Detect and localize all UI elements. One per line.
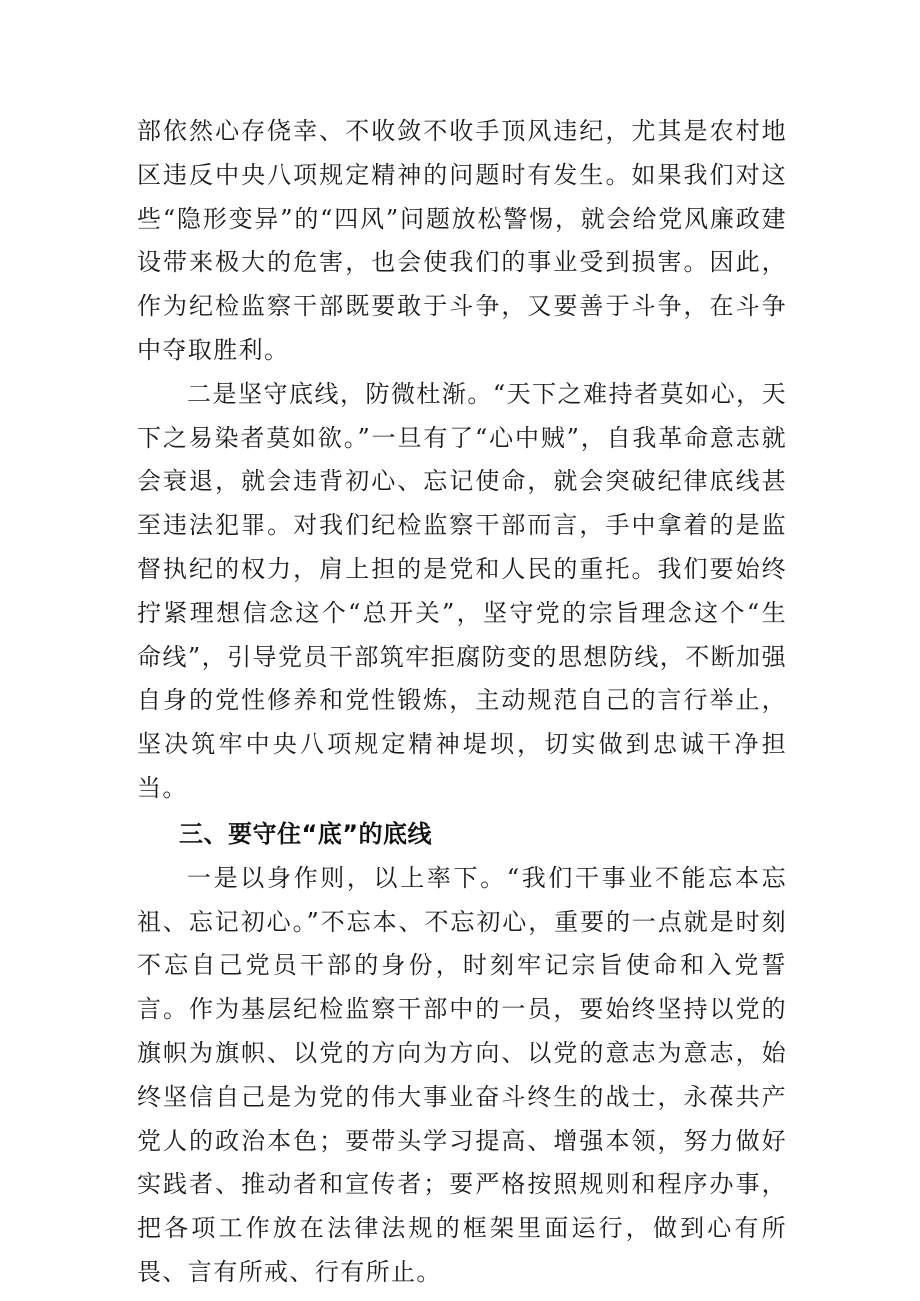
paragraph-lead-by-example: 一是以身作则，以上率下。“我们干事业不能忘本忘祖、忘记初心。”不忘本、不忘初心，重要的一点就是时刻不忘自己党员干部的身份，时刻牢记宗旨使命和入党誓言。作为基层纪检监察干部中的一员，要始终坚持以党的旗帜为旗帜、以党的方向为方向、以党的意志为意志，始终坚信自己是为党的伟大事业奋斗终生的战士，永葆共产党人的政治本色；要带头学习提高、增强本领，努力做好实践者、推动者和宣传者；要严格按照规则和程序办事，把各项工作放在法律法规的框架里面运行，做到心有所畏、言有所戒、行有所止。 xyxy=(137,863,787,1286)
paragraph-hold-bottom-line: 二是坚守底线，防微杜渐。“天下之难持者莫如心，天下之易染者莫如欲。”一旦有了“心中贼”，自我革命意志就会衰退，就会违背初心、忘记使命，就会突破纪律底线甚至违法犯罪。对我们纪检监察干部而言，手中拿着的是监督执纪的权力，肩上担的是党和人民的重托。我们要始终拧紧理想信念这个“总开关”，坚守党的宗旨理念这个“生命线”，引导党员干部筑牢拒腐防变的思想防线，不断加强自身的党性修养和党性锻炼，主动规范自己的言行举止，坚决筑牢中央八项规定精神堤坝，切实做到忠诚干净担当。 xyxy=(137,379,787,802)
section-heading: 三、要守住“底”的底线 xyxy=(179,819,433,848)
document-body xyxy=(137,110,787,1295)
continued-paragraph: 部依然心存侥幸、不收敛不收手顶风违纪，尤其是农村地区违反中央八项规定精神的问题时有发生。如果我们对这些“隐形变异”的“四风”问题放松警惕，就会给党风廉政建设带来极大的危害，也会使我们的事业受到损害。因此，作为纪检监察干部既要敢于斗争，又要善于斗争，在斗争中夺取胜利。 xyxy=(137,117,787,364)
